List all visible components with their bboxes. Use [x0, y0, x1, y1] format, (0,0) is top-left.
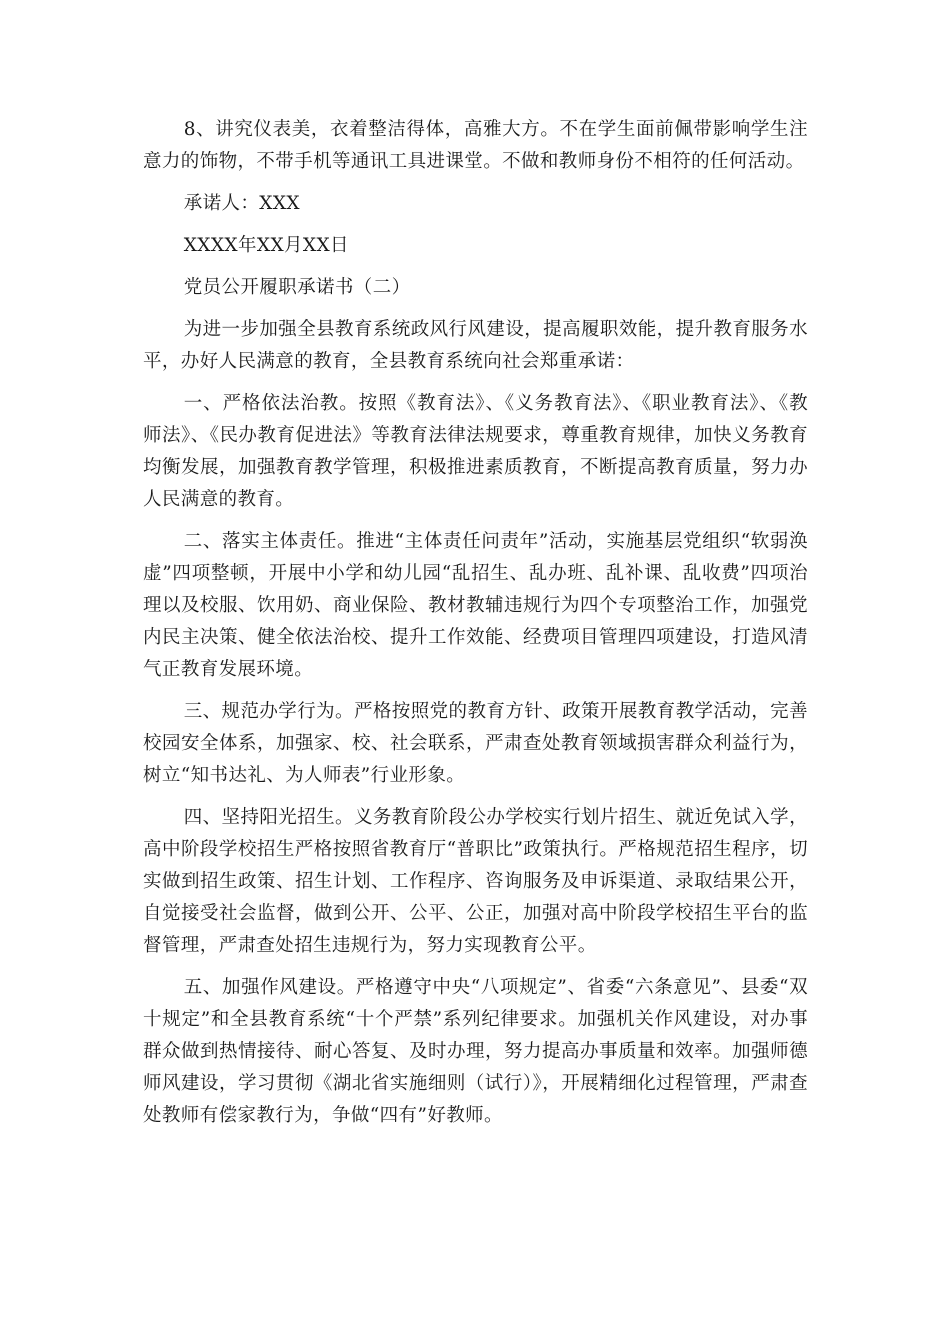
section-title: 党员公开履职承诺书（二） [183, 277, 411, 298]
paragraph-item-4: 四、坚持阳光招生。义务教育阶段公办学校实行划片招生、就近免试入学，高中阶段学校招生严格按照省教育厅“普职比”政策执行。严格规范招生程序，切实做到招生政策、招生计划、工作程序、咨询服务及申诉渠道、录取结果公开，自觉接受社会监督，做到公开、公平、公正，加强对高中阶段学校招生平台的监督管理，严肃查处招生违规行为，努力实现教育公平。 [143, 807, 808, 956]
paragraph-item-3: 三、规范办学行为。严格按照党的教育方针、政策开展教育教学活动，完善校园安全体系，加强家、校、社会联系，严肃查处教育领域损害群众利益行为，树立“知书达礼、为人师表”行业形象。 [143, 701, 808, 786]
paragraph-clause-8: 8、讲究仪表美，衣着整洁得体，高雅大方。不在学生面前佩带影响学生注意力的饰物，不带手机等通讯工具进课堂。不做和教师身份不相符的任何活动。 [143, 119, 808, 172]
paragraph-item-2: 二、落实主体责任。推进“主体责任问责年”活动，实施基层党组织“软弱涣虚”四项整顿，开展中小学和幼儿园“乱招生、乱办班、乱补课、乱收费”四项治理以及校服、饮用奶、商业保险、教材教辅违规行为四个专项整治工作，加强党内民主决策、健全依法治校、提升工作效能、经费项目管理四项建设，打造风清气正教育发展环境。 [143, 531, 808, 680]
signer-line: 承诺人：XXX [183, 193, 300, 214]
paragraph-item-1: 一、严格依法治教。按照《教育法》、《义务教育法》、《职业教育法》、《教师法》、《民办教育促进法》等教育法律法规要求，尊重教育规律，加快义务教育均衡发展，加强教育教学管理，积极推进素质教育，不断提高教育质量，努力办人民满意的教育。 [143, 393, 808, 510]
date-line: XXXX年XX月XX日 [183, 235, 349, 256]
paragraph-item-5: 五、加强作风建设。严格遵守中央“八项规定”、省委“六条意见”、县委“双十规定”和全县教育系统“十个严禁”系列纪律要求。加强机关作风建设，对办事群众做到热情接待、耐心答复、及时办理，努力提高办事质量和效率。加强师德师风建设，学习贯彻《湖北省实施细则（试行）》，开展精细化过程管理，严肃查处教师有偿家教行为，争做“四有”好教师。 [143, 977, 808, 1126]
document-page [143, 114, 808, 1142]
paragraph-intro: 为进一步加强全县教育系统政风行风建设，提高履职效能，提升教育服务水平，办好人民满意的教育，全县教育系统向社会郑重承诺： [143, 319, 808, 372]
